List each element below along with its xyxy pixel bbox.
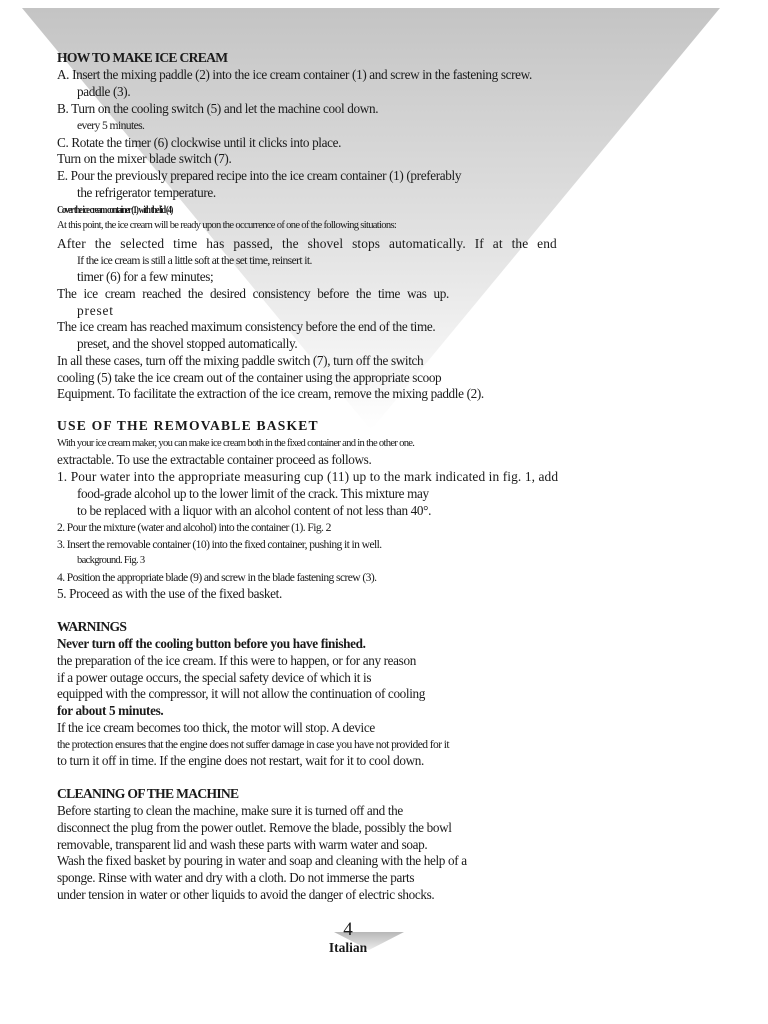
- text-line: extractable. To use the extractable container proceed as follows.: [57, 452, 372, 467]
- text-line: With your ice cream maker, you can make ice cream both in the fixed container and in the other one.: [57, 438, 415, 449]
- text-line: Turn on the mixer blade switch (7).: [57, 151, 232, 166]
- text-line: food-grade alcohol up to the lower limit of the crack. This mixture may: [77, 486, 429, 501]
- text-line: under tension in water or other liquids to avoid the danger of electric shocks.: [57, 887, 435, 902]
- section-title-cleaning: CLEANING OF THE MACHINE: [57, 786, 239, 801]
- text-line: the preparation of the ice cream. If this were to happen, or for any reason: [57, 653, 416, 668]
- text-line: the refrigerator temperature.: [77, 185, 216, 200]
- text-line: the protection ensures that the engine does not suffer damage in case you have not provided for it: [57, 738, 450, 751]
- text-line: If the ice cream becomes too thick, the motor will stop. A device: [57, 720, 375, 735]
- text-line: B. Turn on the cooling switch (5) and let the machine cool down.: [57, 101, 379, 116]
- text-line: A. Insert the mixing paddle (2) into the ice cream container (1) and screw in the fastening screw.: [57, 67, 532, 82]
- text-line: removable, transparent lid and wash these parts with warm water and soap.: [57, 837, 428, 852]
- text-line: preset, and the shovel stopped automatically.: [77, 336, 298, 351]
- text-line: equipped with the compressor, it will not allow the continuation of cooling: [57, 686, 426, 701]
- text-line: 1. Pour water into the appropriate measuring cup (11) up to the mark indicated in fig. 1, add: [57, 469, 559, 484]
- text-line: to turn it off in time. If the engine does not restart, wait for it to cool down.: [57, 753, 424, 768]
- text-line: for about 5 minutes.: [57, 703, 164, 718]
- language-label: Italian: [328, 940, 368, 955]
- justified-line: After the selected time has passed, the shovel stops automatically. If at the end: [57, 236, 557, 251]
- text-line: In all these cases, turn off the mixing paddle switch (7), turn off the switch: [57, 353, 424, 368]
- text-line: Equipment. To facilitate the extraction of the ice cream, remove the mixing paddle (2).: [57, 386, 484, 401]
- text-line: 3. Insert the removable container (10) into the fixed container, pushing it in well.: [57, 538, 382, 551]
- text-line: C. Rotate the timer (6) clockwise until it clicks into place.: [57, 135, 342, 150]
- justified-line: The ice cream reached the desired consistency before the time was up.: [57, 286, 449, 301]
- text-line: background. Fig. 3: [77, 555, 145, 566]
- section-title-warnings: WARNINGS: [57, 619, 127, 634]
- text-line: disconnect the plug from the power outlet. Remove the blade, possibly the bowl: [57, 820, 452, 835]
- text-line: If the ice cream is still a little soft at the set time, reinsert it.: [77, 254, 312, 267]
- text-line: timer (6) for a few minutes;: [77, 269, 214, 284]
- text-line: paddle (3).: [77, 84, 131, 99]
- text-line: if a power outage occurs, the special safety device of which it is: [57, 670, 372, 685]
- text-line: Never turn off the cooling button before you have finished.: [57, 636, 366, 651]
- text-line: every 5 minutes.: [77, 119, 145, 132]
- text-line: sponge. Rinse with water and dry with a cloth. Do not immerse the parts: [57, 870, 415, 885]
- text-line: Cover the ice cream container (1) with the lid (4): [57, 204, 173, 216]
- text-line: preset: [77, 303, 114, 318]
- page-number: 4: [343, 919, 353, 940]
- text-line: to be replaced with a liquor with an alcohol content of not less than 40°.: [77, 503, 432, 518]
- text-line: E. Pour the previously prepared recipe into the ice cream container (1) (preferably: [57, 168, 462, 183]
- text-line: Wash the fixed basket by pouring in water and soap and cleaning with the help of a: [57, 853, 467, 868]
- text-line: cooling (5) take the ice cream out of the container using the appropriate scoop: [57, 370, 442, 385]
- text-line: 5. Proceed as with the use of the fixed basket.: [57, 586, 282, 601]
- text-line: The ice cream has reached maximum consistency before the end of the time.: [57, 319, 436, 334]
- section-title-basket: USE OF THE REMOVABLE BASKET: [57, 418, 319, 433]
- text-line: 4. Position the appropriate blade (9) and screw in the blade fastening screw (3).: [57, 571, 377, 584]
- text-line: Before starting to clean the machine, make sure it is turned off and the: [57, 803, 403, 818]
- section-title-make: HOW TO MAKE ICE CREAM: [57, 50, 228, 65]
- text-line: 2. Pour the mixture (water and alcohol) into the container (1). Fig. 2: [57, 521, 331, 534]
- text-line: At this point, the ice cream will be ready upon the occurrence of one of the following situations:: [57, 220, 397, 231]
